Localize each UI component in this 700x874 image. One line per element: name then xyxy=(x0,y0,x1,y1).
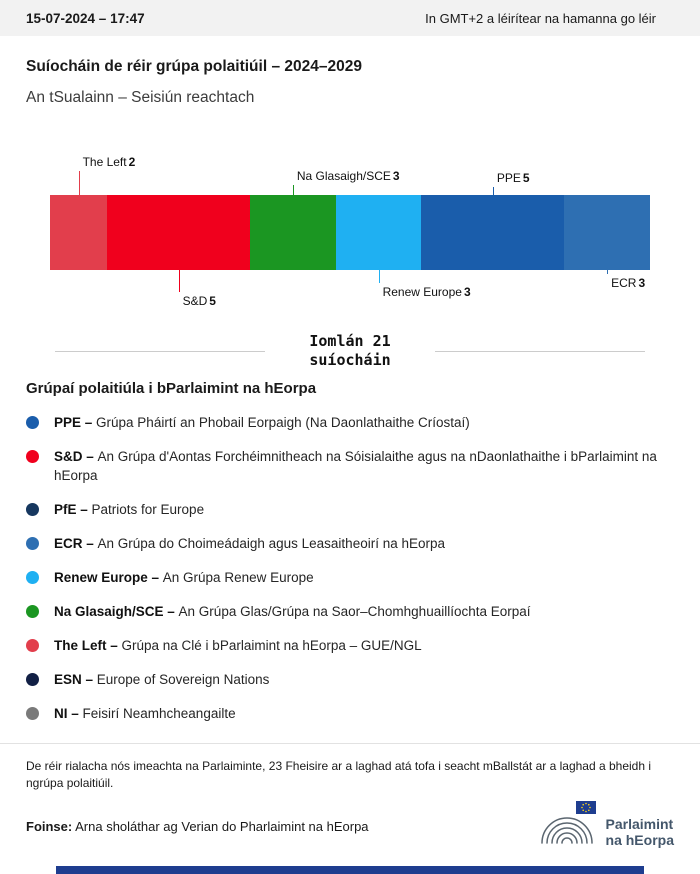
callout-line xyxy=(607,270,608,274)
datetime-label: 15-07-2024 – 17:47 xyxy=(26,10,145,26)
divider xyxy=(0,743,700,744)
legend-text-pfe: PfE – Patriots for Europe xyxy=(54,502,205,517)
callout-label-the-left: The Left 2 xyxy=(82,155,136,169)
total-seats-row xyxy=(55,332,645,370)
bar-segment-s-d xyxy=(107,195,250,270)
bar-segment-the-left xyxy=(50,195,107,270)
bar-segment-na-glasaigh-sce xyxy=(250,195,336,270)
page-title: Suíocháin de réir grúpa polaitiúil – 2024–2029 xyxy=(26,58,362,75)
bar-segment-ecr xyxy=(564,195,650,270)
callout-s-d xyxy=(179,270,216,308)
legend-dot-ni xyxy=(26,707,39,720)
callout-ecr xyxy=(607,270,645,290)
legend-list xyxy=(26,413,674,723)
callout-label-na-glasaigh-sce: Na Glasaigh/SCE 3 xyxy=(296,169,400,183)
source-label: Foinse: xyxy=(26,818,73,834)
callout-line xyxy=(293,185,294,195)
callout-the-left xyxy=(79,155,136,195)
bar-segment-renew-europe xyxy=(336,195,422,270)
total-seats-line2: suíocháin xyxy=(309,351,391,369)
legend-dot-s-d xyxy=(26,450,39,463)
callout-label-renew-europe: Renew Europe 3 xyxy=(382,285,471,299)
source-text: Arna sholáthar ag Verian do Pharlaimint na hEorpa xyxy=(72,818,369,834)
legend-text-ppe: PPE – Grúpa Pháirtí an Phobail Eorpaigh (Na Daonlathaithe Críostaí) xyxy=(54,415,470,430)
total-seats-label xyxy=(309,332,390,370)
source-line xyxy=(26,819,369,834)
legend-item-ecr xyxy=(26,534,674,553)
legend-dot-pfe xyxy=(26,503,39,516)
legend-item-pfe xyxy=(26,500,674,519)
timezone-note: In GMT+2 a léirítear na hamanna go léir xyxy=(425,10,656,26)
legend-text-renew-europe: Renew Europe – An Grúpa Renew Europe xyxy=(54,570,314,585)
legend-dot-ecr xyxy=(26,537,39,550)
callout-ppe xyxy=(493,171,530,195)
bar-segment-ppe xyxy=(421,195,564,270)
footer xyxy=(26,802,674,850)
legend-item-na-glasaigh-sce xyxy=(26,602,674,621)
ep-hemicycle-icon xyxy=(536,801,598,852)
legend-dot-esn xyxy=(26,673,39,686)
legend-dot-renew-europe xyxy=(26,571,39,584)
next-section-bar xyxy=(56,866,644,874)
legend-text-na-glasaigh-sce: Na Glasaigh/SCE – An Grúpa Glas/Grúpa na Saor–Chomhghuaillíochta Eorpaí xyxy=(54,604,531,619)
total-rule-right xyxy=(435,351,645,352)
callout-layer-bottom xyxy=(50,270,650,314)
callout-line xyxy=(179,270,180,292)
top-bar xyxy=(0,0,700,36)
total-rule-left xyxy=(55,351,265,352)
legend-item-renew-europe xyxy=(26,568,674,587)
legend-text-ecr: ECR – An Grúpa do Choimeádaigh agus Leasaitheoirí na hEorpa xyxy=(54,536,446,551)
footnote: De réir rialacha nós imeachta na Parlaiminte, 23 Fheisire ar a laghad atá tofa i seacht mBallstát ar a laghad a bheidh i ngrúpa polaitiúil. xyxy=(26,759,652,790)
legend-heading: Grúpaí polaitiúla i bParlaimint na hEorpa xyxy=(26,380,317,397)
ep-logo[interactable] xyxy=(536,801,674,852)
callout-label-s-d: S&D 5 xyxy=(182,294,216,308)
legend-text-the-left: The Left – Grúpa na Clé i bParlaimint na hEorpa – GUE/NGL xyxy=(54,638,422,653)
legend-item-ppe xyxy=(26,413,674,432)
callout-label-ecr: ECR 3 xyxy=(611,276,646,290)
eu-flag-icon xyxy=(576,801,596,814)
callout-layer-top xyxy=(50,151,650,195)
legend-dot-ppe xyxy=(26,416,39,429)
callout-na-glasaigh-sce xyxy=(293,169,400,195)
legend-dot-the-left xyxy=(26,639,39,652)
legend-dot-na-glasaigh-sce xyxy=(26,605,39,618)
legend-item-esn xyxy=(26,670,674,689)
ep-logo-text-line2: na hEorpa xyxy=(605,831,674,848)
callout-line xyxy=(79,171,80,195)
legend-item-the-left xyxy=(26,636,674,655)
page-subtitle: An tSualainn – Seisiún reachtach xyxy=(26,89,255,106)
seat-bar xyxy=(50,195,650,270)
ep-logo-text xyxy=(606,816,674,852)
callout-label-ppe: PPE 5 xyxy=(496,171,530,185)
legend-text-esn: ESN – Europe of Sovereign Nations xyxy=(54,672,270,687)
seat-chart xyxy=(50,151,650,314)
callout-renew-europe xyxy=(379,270,471,299)
legend-text-ni: NI – Feisirí Neamhcheangailte xyxy=(54,706,236,721)
callout-line xyxy=(379,270,380,283)
legend-item-ni xyxy=(26,704,674,723)
callout-line xyxy=(493,187,494,195)
legend-text-s-d: S&D – An Grúpa d'Aontas Forchéimnitheach na Sóisialaithe agus na nDaonlathaithe i bParlaimint na hEorpa xyxy=(54,449,657,483)
total-seats-line1: Iomlán 21 xyxy=(309,332,391,350)
legend-item-s-d xyxy=(26,447,674,485)
ep-logo-text-line1: Parlaimint xyxy=(605,815,674,832)
